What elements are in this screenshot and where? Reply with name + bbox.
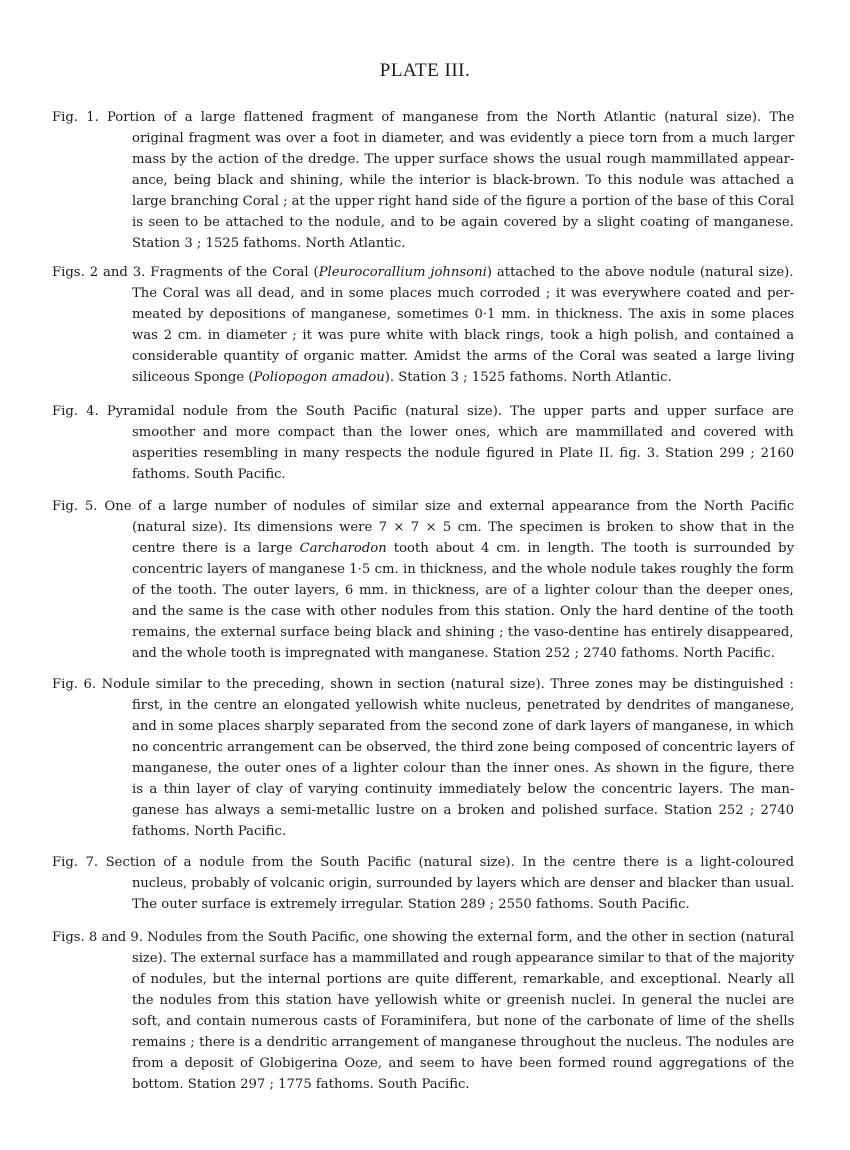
entry-line: (natural size). Its dimensions were 7 × 7 × 5 cm. The specimen is broken to show that in the (132, 520, 795, 535)
page-title: PLATE III. (379, 60, 471, 81)
entry-line: siliceous Sponge (Poliopogon amadou). Station 3 ; 1525 fathoms. North Atlantic. (132, 370, 672, 385)
entry-line: Fig. 5. One of a large number of nodules of similar size and external appearance from the North Pacific (52, 499, 795, 514)
entry-line: Fig. 7. Section of a nodule from the South Pacific (natural size). In the centre there is a light-coloured (52, 855, 795, 870)
entry-line: asperities resembling in many respects the nodule figured in Plate II. fig. 3. Station 299 ; 2160 (132, 446, 795, 461)
entry-line: and the whole tooth is impregnated with manganese. Station 252 ; 2740 fathoms. North Pacific. (132, 646, 775, 661)
entry-line: nucleus, probably of volcanic origin, surrounded by layers which are denser and blacker than usual. (132, 876, 795, 891)
entry-line: Figs. 8 and 9. Nodules from the South Pacific, one showing the external form, and the other in section (natural (52, 930, 795, 945)
entry-line: no concentric arrangement can be observed, the third zone being composed of concentric layers of (132, 740, 795, 755)
entry-line: and the same is the case with other nodules from this station. Only the hard dentine of the tooth (132, 604, 794, 619)
entry-line: smoother and more compact than the lower ones, which are mammillated and covered with (132, 425, 794, 440)
entry-line: bottom. Station 297 ; 1775 fathoms. South Pacific. (132, 1077, 470, 1092)
entry-line: of the tooth. The outer layers, 6 mm. in thickness, are of a lighter colour than the deeper ones, (132, 583, 794, 598)
entry-line: Fig. 4. Pyramidal nodule from the South Pacific (natural size). The upper parts and upper surface are (52, 404, 794, 419)
entry-line: was 2 cm. in diameter ; it was pure white with black rings, took a high polish, and contained a (132, 328, 795, 343)
entry-line: Fig. 6. Nodule similar to the preceding, shown in section (natural size). Three zones may be distinguished : (52, 677, 794, 692)
entry-line: of nodules, but the internal portions are quite different, remarkable, and exceptional. Nearly all (132, 972, 795, 987)
entry-line: considerable quantity of organic matter. Amidst the arms of the Coral was seated a large living (132, 349, 795, 364)
entry-line: concentric layers of manganese 1·5 cm. in thickness, and the whole nodule takes roughly the form (132, 562, 794, 577)
entry-line: and in some places sharply separated from the second zone of dark layers of manganese, in which (132, 719, 794, 734)
entry-line: ganese has always a semi-metallic lustre on a broken and polished surface. Station 252 ; 2740 (132, 803, 795, 818)
entry-line: fathoms. South Pacific. (132, 467, 286, 482)
entry-line: is a thin layer of clay of varying continuity immediately below the concentric layers. The man- (132, 782, 795, 797)
entry-line: mass by the action of the dredge. The upper surface shows the usual rough mammillated appear- (132, 152, 795, 167)
entry-line: soft, and contain numerous casts of Foraminifera, but none of the carbonate of lime of the shells (132, 1014, 795, 1029)
entry-line: fathoms. North Pacific. (132, 824, 287, 839)
entry-line: Station 3 ; 1525 fathoms. North Atlantic. (132, 236, 406, 251)
entry-line: manganese, the outer ones of a lighter colour than the inner ones. As shown in the figure, there (132, 761, 795, 776)
entry-line: The outer surface is extremely irregular. Station 289 ; 2550 fathoms. South Pacific. (132, 897, 690, 912)
entry-line: the nodules from this station have yellowish white or greenish nuclei. In general the nuclei are (132, 993, 795, 1008)
entry-line: original fragment was over a foot in diameter, and was evidently a piece torn from a much larger (132, 131, 795, 146)
entry-line: The Coral was all dead, and in some places much corroded ; it was everywhere coated and per- (132, 286, 795, 301)
entry-line: size). The external surface has a mammillated and rough appearance similar to that of the majority (132, 951, 795, 966)
entry-line: Fig. 1. Portion of a large flattened fragment of manganese from the North Atlantic (natural size). The (52, 110, 795, 125)
entry-line: is seen to be attached to the nodule, and to be again covered by a slight coating of manganese. (132, 215, 794, 230)
entry-line: remains, the external surface being black and shining ; the vaso-dentine has entirely disappeared, (132, 625, 794, 640)
entry-line: Figs. 2 and 3. Fragments of the Coral (Pleurocorallium johnsoni) attached to the above nodule (natural size). (52, 265, 794, 280)
entry-line: first, in the centre an elongated yellowish white nucleus, penetrated by dendrites of manganese, (132, 698, 795, 713)
entry-line: from a deposit of Globigerina Ooze, and seem to have been formed round aggregations of the (132, 1056, 795, 1071)
entry-line: remains ; there is a dendritic arrangement of manganese throughout the nucleus. The nodules are (132, 1035, 795, 1050)
entry-line: ance, being black and shining, while the interior is black-brown. To this nodule was attached a (132, 173, 795, 188)
entry-line: meated by depositions of manganese, sometimes 0·1 mm. in thickness. The axis in some places (132, 307, 795, 322)
entry-line: centre there is a large Carcharodon tooth about 4 cm. in length. The tooth is surrounded by (132, 541, 795, 556)
entry-line: large branching Coral ; at the upper right hand side of the figure a portion of the base of this Coral (132, 194, 795, 209)
